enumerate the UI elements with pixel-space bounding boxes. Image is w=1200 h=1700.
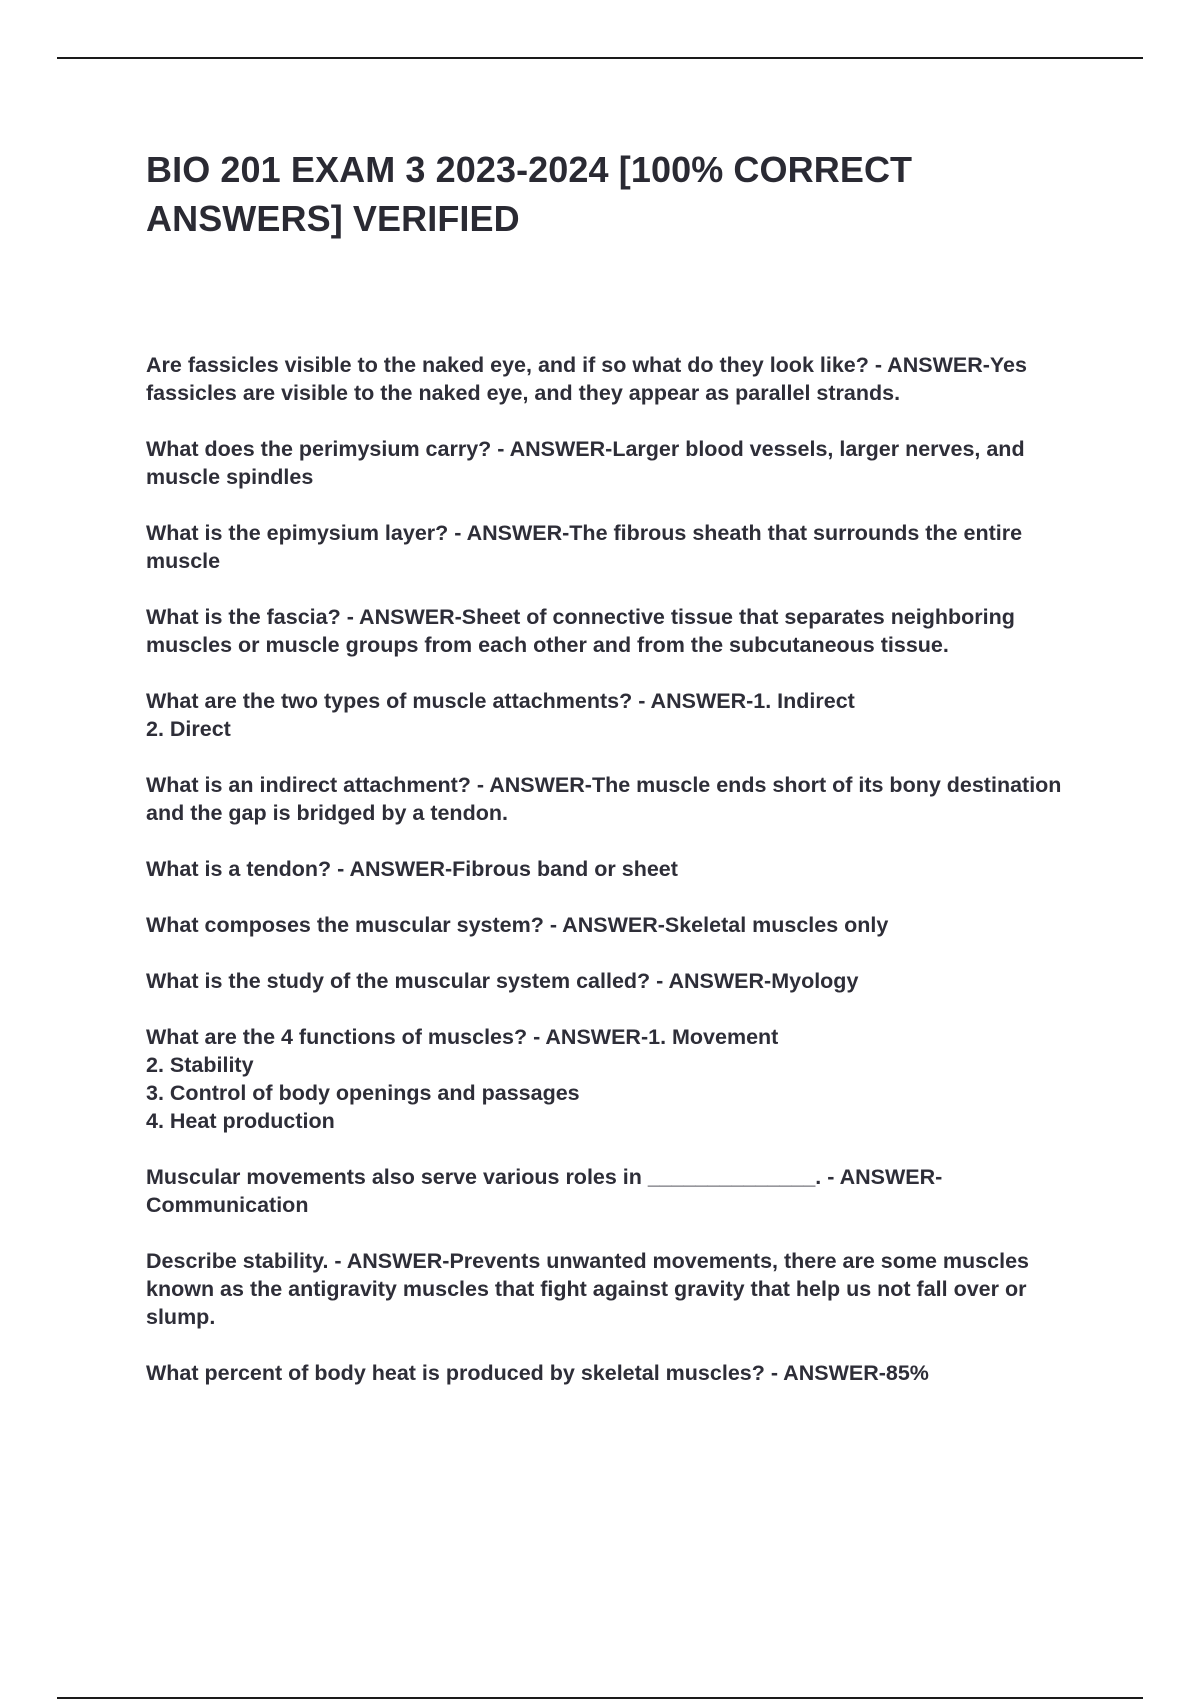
qa-item: What is the fascia? - ANSWER-Sheet of connective tissue that separates neighboring muscles or muscle groups from each other and from the subcutaneous tissue. — [146, 605, 1015, 657]
qa-item: What is an indirect attachment? - ANSWER-The muscle ends short of its bony destination and the gap is bridged by a tendon. — [146, 773, 1062, 825]
qa-item: What does the perimysium carry? - ANSWER-Larger blood vessels, larger nerves, and muscle spindles — [146, 437, 1025, 489]
document-title: BIO 201 EXAM 3 2023-2024 [100% CORRECT ANSWERS] VERIFIED — [146, 149, 913, 239]
qa-item: Are fassicles visible to the naked eye, and if so what do they look like? - ANSWER-Yes fassicles are visible to the naked eye, and they appear as parallel strands. — [146, 353, 1027, 405]
qa-item: What is a tendon? - ANSWER-Fibrous band or sheet — [146, 857, 678, 881]
bottom-divider — [57, 1697, 1143, 1699]
qa-item: What is the study of the muscular system called? - ANSWER-Myology — [146, 969, 859, 993]
qa-list — [146, 351, 1086, 1415]
top-divider — [57, 57, 1143, 59]
qa-item: What are the 4 functions of muscles? - ANSWER-1. Movement 2. Stability 3. Control of body openings and passages 4. Heat production — [146, 1025, 779, 1133]
qa-item: What percent of body heat is produced by skeletal muscles? - ANSWER-85% — [146, 1361, 929, 1385]
qa-item: Muscular movements also serve various roles in ______________. - ANSWER-Communication — [146, 1165, 943, 1217]
qa-item: What are the two types of muscle attachments? - ANSWER-1. Indirect 2. Direct — [146, 689, 855, 741]
qa-item: What is the epimysium layer? - ANSWER-The fibrous sheath that surrounds the entire muscle — [146, 521, 1023, 573]
qa-item: What composes the muscular system? - ANSWER-Skeletal muscles only — [146, 913, 889, 937]
qa-item: Describe stability. - ANSWER-Prevents unwanted movements, there are some muscles known as the antigravity muscles that fight against gravity that help us not fall over or slump. — [146, 1249, 1029, 1329]
